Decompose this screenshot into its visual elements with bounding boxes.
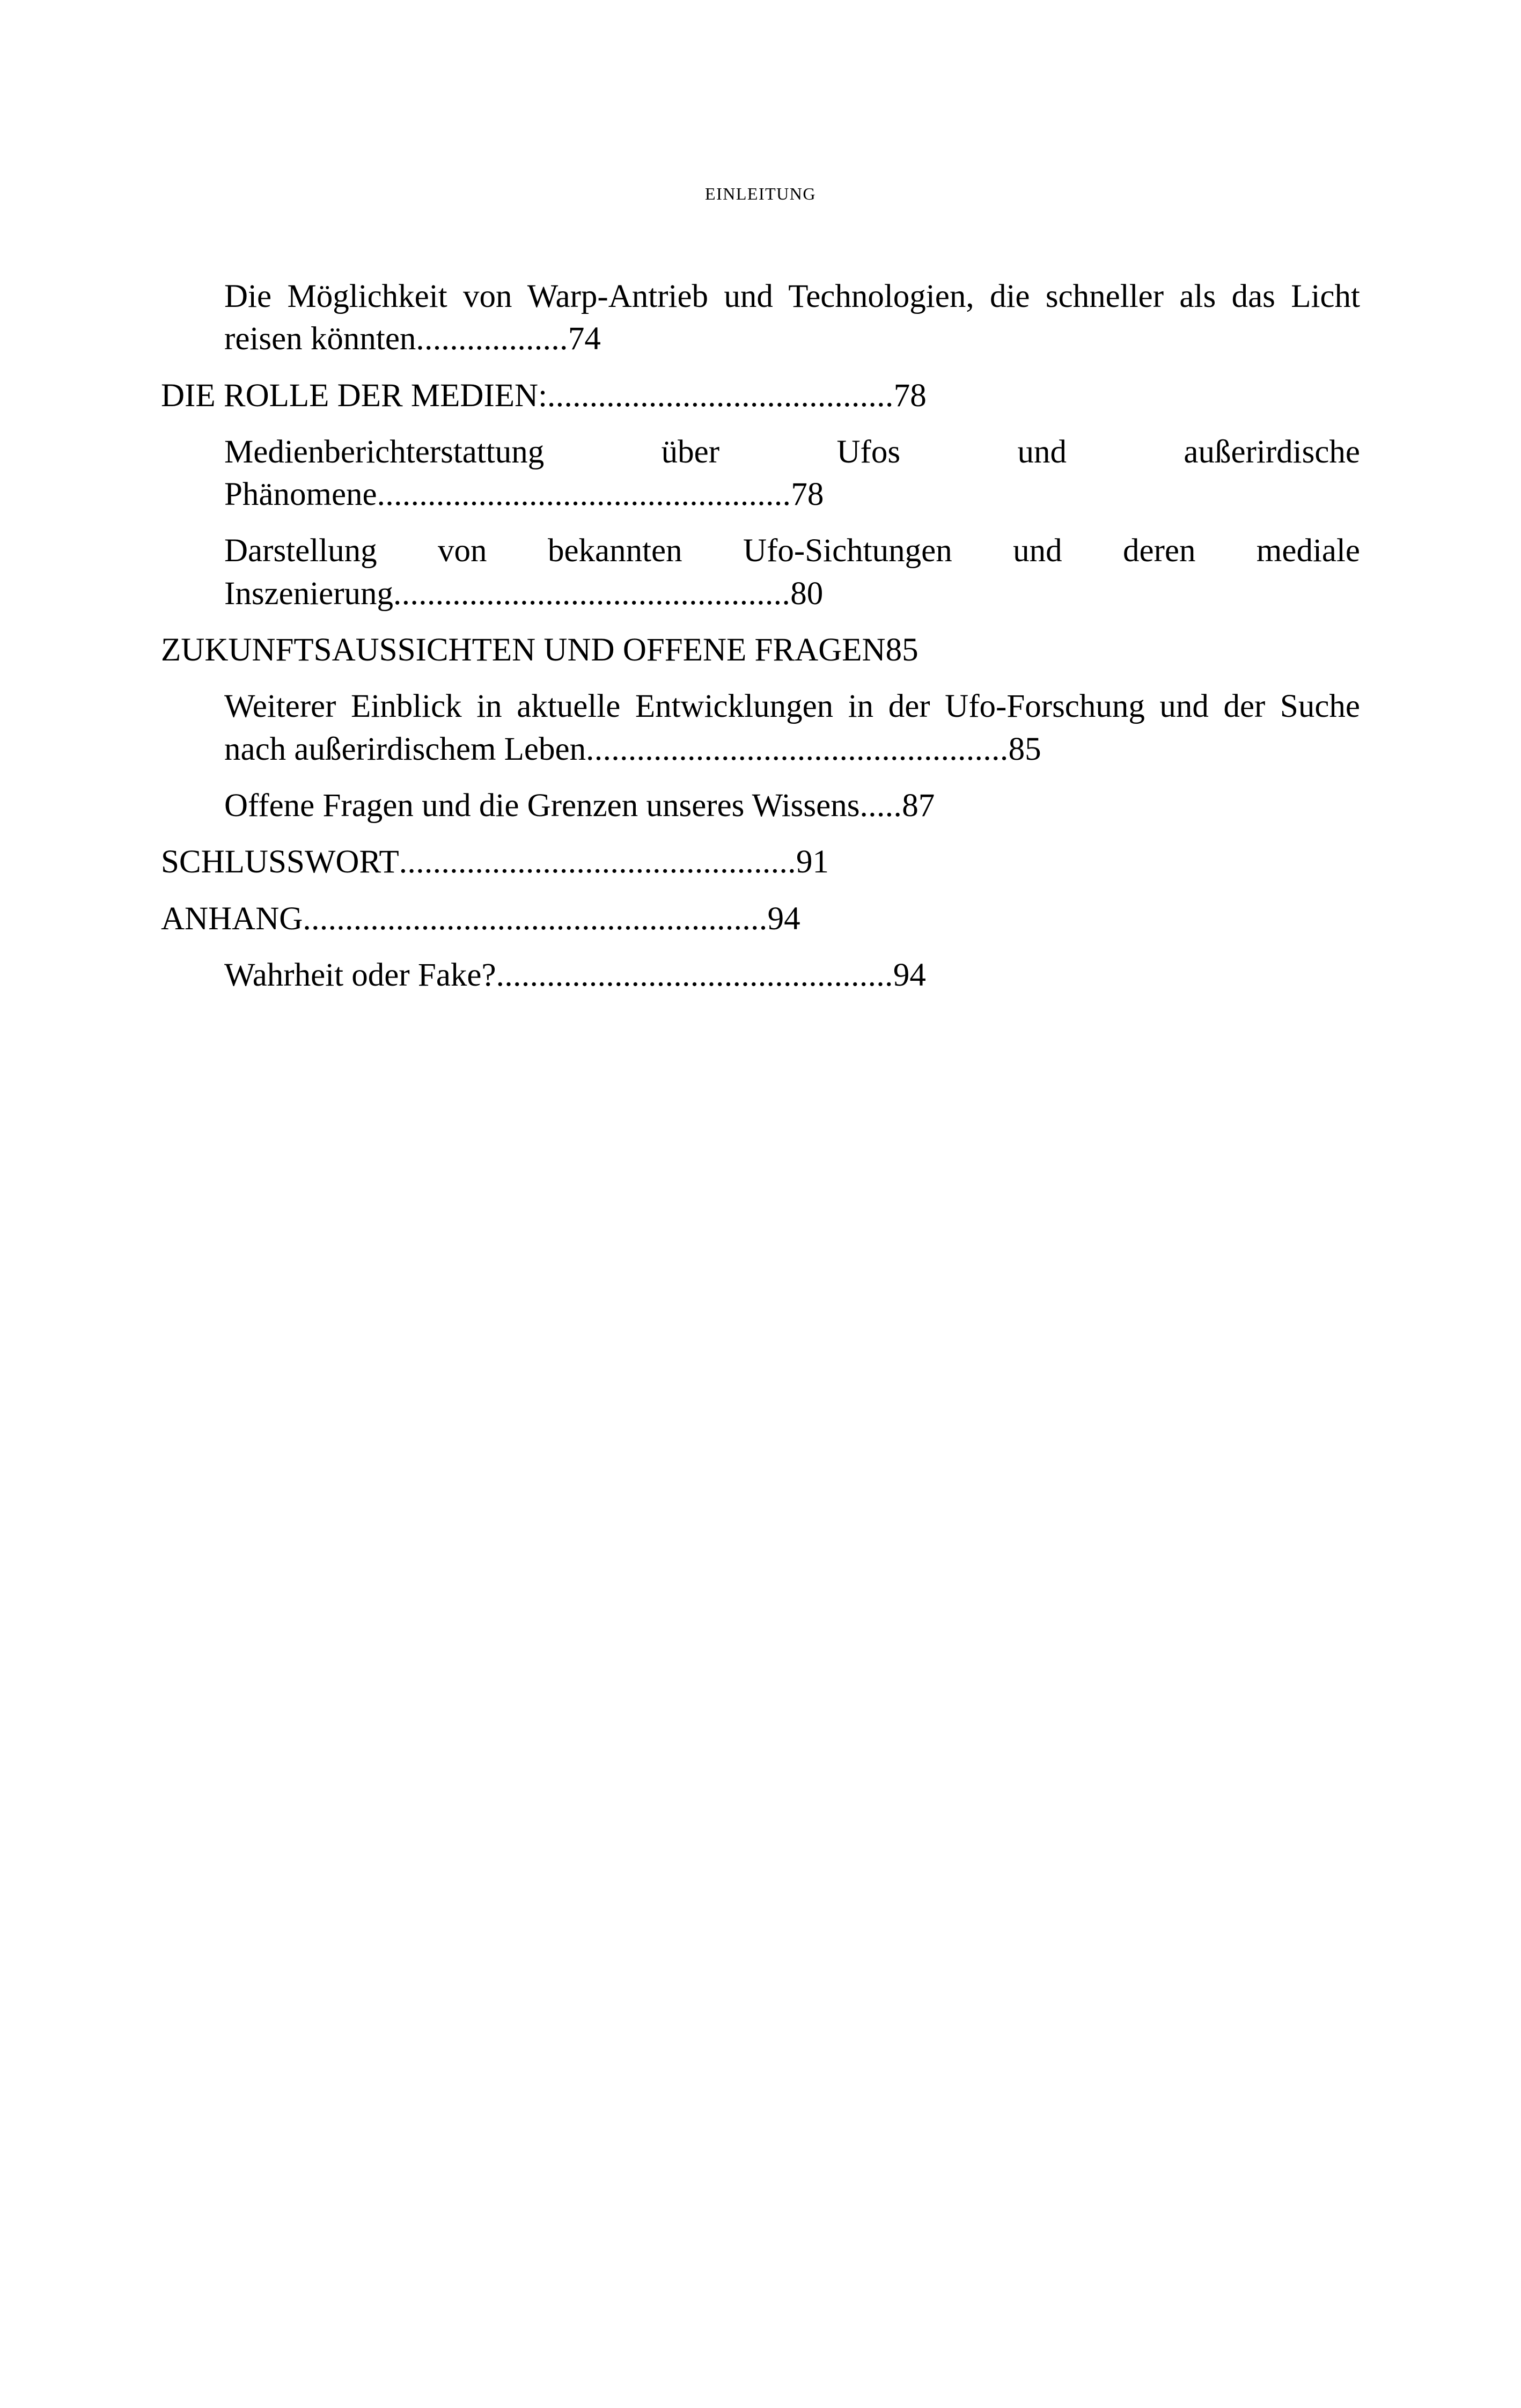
toc-entry-inner [224,275,1360,361]
toc-leader-dots: ....................................................... [303,900,768,937]
toc-entry-title: Offene Fragen und die Grenzen unseres Wissens [224,787,860,824]
toc-entry-tail [859,788,935,824]
toc-entry-tail [377,476,824,512]
toc-entry-inner [161,841,1360,883]
toc-entry[interactable] [224,275,1360,361]
toc-page-number: 78 [791,476,824,513]
toc-entry-tail [416,321,601,357]
toc-leader-dots: .................................................. [586,731,1009,767]
toc-leader-dots: ..... [859,787,902,824]
toc-entry-tail [886,632,919,668]
toc-entry-inner [161,375,1360,417]
toc-entry-inner [224,784,1360,827]
toc-page-number: 80 [790,575,824,612]
running-head-text: einleitung [705,178,816,205]
toc-entry-title: Wahrheit oder Fake? [224,957,496,993]
toc-entry-title: SCHLUSSWORT [161,844,399,880]
toc-entry-inner [224,954,1360,996]
toc-entry[interactable] [161,375,1360,417]
toc-entry-title: Darstellung von bekannten Ufo-Sichtungen und deren mediale Inszenierung [224,533,1360,612]
toc-page-number: 85 [1008,731,1041,767]
toc-entry-inner [224,530,1360,615]
toc-entry-title: DIE ROLLE DER MEDIEN: [161,377,548,414]
table-of-contents [161,275,1360,996]
toc-entry-title: Die Möglichkeit von Warp-Antrieb und Technologien, die schneller als das Licht reisen könnten [224,278,1360,357]
toc-leader-dots: ............................................... [393,575,791,612]
toc-entry-inner [224,431,1360,516]
toc-entry-title: ZUKUNFTSAUSSICHTEN UND OFFENE FRAGEN [161,632,886,669]
running-head [161,177,1360,205]
toc-entry-tail [303,901,800,937]
toc-entry[interactable] [224,954,1360,996]
toc-entry-inner [224,685,1360,770]
toc-page-number: 91 [796,844,829,880]
toc-entry-title: Medienberichterstattung über Ufos und außerirdische Phänomene [224,434,1360,513]
toc-page-number: 85 [885,632,919,669]
toc-leader-dots: ............................................... [399,844,796,880]
toc-page-number: 94 [767,900,800,937]
toc-entry-tail [399,844,829,880]
toc-entry-title: Weiterer Einblick in aktuelle Entwicklungen in der Ufo-Forschung und der Suche nach außerirdischem Leben [224,688,1360,767]
toc-leader-dots: ......................................... [547,377,894,414]
toc-entry-tail [547,378,927,414]
toc-entry-title: ANHANG [161,900,303,937]
toc-page-number: 94 [893,957,926,993]
toc-entry[interactable] [161,898,1360,940]
toc-entry[interactable] [224,431,1360,516]
toc-entry-inner [161,629,1360,671]
toc-entry[interactable] [161,841,1360,883]
toc-leader-dots: ............................................... [496,957,893,993]
toc-page-number: 74 [568,321,601,357]
toc-entry-tail [496,957,926,993]
toc-page-number: 78 [893,377,927,414]
toc-entry[interactable] [224,685,1360,770]
toc-entry-tail [393,576,823,612]
toc-leader-dots: .................. [416,321,568,357]
toc-entry[interactable] [161,629,1360,671]
toc-page-number: 87 [902,787,935,824]
toc-entry-inner [161,898,1360,940]
toc-entry[interactable] [224,530,1360,615]
toc-entry[interactable] [224,784,1360,827]
toc-leader-dots: ................................................. [377,476,791,513]
toc-entry-tail [586,731,1041,767]
